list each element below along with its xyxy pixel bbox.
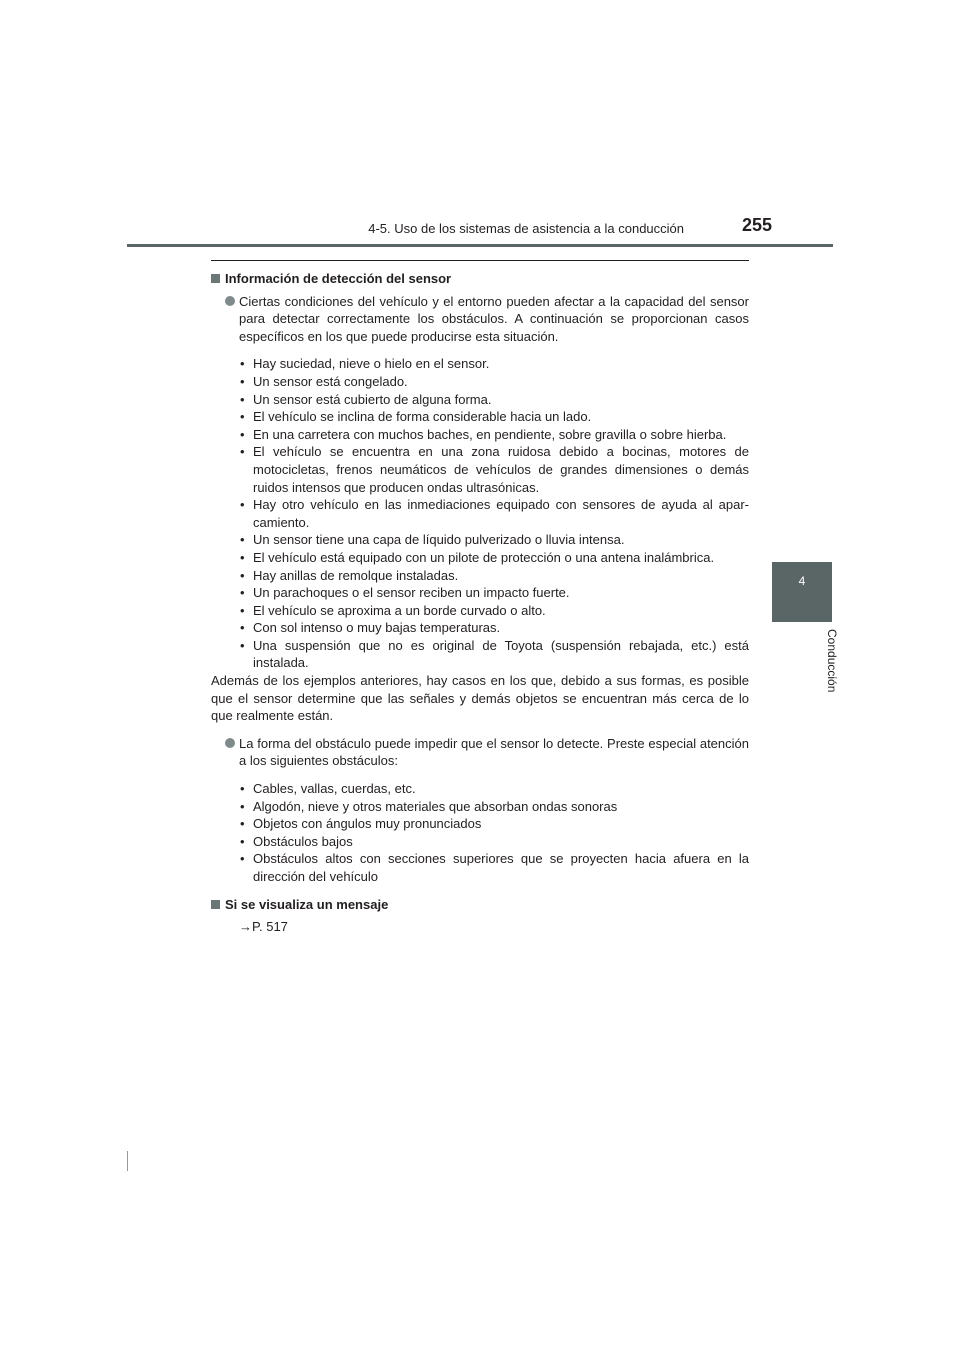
obstacle-item	[211, 833, 749, 851]
list-item-text: Hay anillas de remolque instaladas.	[253, 567, 459, 583]
bullet-dot-icon: •	[240, 637, 245, 653]
square-bullet-icon	[211, 274, 220, 283]
bullet-dot-icon: •	[240, 620, 245, 636]
list-item-text: Un sensor está congelado.	[253, 373, 408, 389]
condition-item	[211, 355, 749, 373]
bullet-dot-icon: •	[240, 532, 245, 548]
list-item-text: Hay otro vehículo en las inmediaciones equipado con sensores de ayuda al aparcamiento.	[253, 497, 749, 530]
list-item-text: Algodón, nieve y otros materiales que absorban ondas sonoras	[253, 798, 618, 814]
paragraph-conditions-intro	[211, 293, 749, 346]
page-reference	[211, 918, 749, 936]
bullet-dot-icon: •	[240, 781, 245, 797]
bullet-dot-icon: •	[240, 391, 245, 407]
bullet-dot-icon: •	[240, 585, 245, 601]
condition-item	[211, 443, 749, 496]
condition-item	[211, 637, 749, 672]
paragraph-text: La forma del obstáculo puede impedir que el sensor lo detecte. Preste especial atención a los siguientes obstáculos:	[239, 735, 749, 769]
bullet-dot-icon: •	[240, 497, 245, 513]
condition-item	[211, 567, 749, 585]
obstacles-list	[211, 780, 749, 886]
condition-item	[211, 496, 749, 531]
list-item-text: Un sensor tiene una capa de líquido pulverizado o lluvia intensa.	[253, 532, 625, 548]
page-number: 255	[742, 215, 773, 235]
header-section-title: 4-5. Uso de los sistemas de asistencia a la conducción	[368, 221, 684, 236]
obstacle-item	[211, 815, 749, 833]
arrow-icon: →	[239, 919, 252, 935]
content	[211, 270, 749, 936]
section-heading-sensor-info	[211, 270, 749, 288]
circle-bullet-icon	[225, 738, 235, 748]
obstacle-item	[211, 850, 749, 885]
chapter-tab	[772, 562, 832, 622]
bullet-dot-icon: •	[240, 798, 245, 814]
chapter-label: Conducción	[825, 629, 839, 693]
condition-item	[211, 531, 749, 549]
chapter-number: 4	[798, 574, 806, 588]
bullet-dot-icon: •	[240, 356, 245, 372]
heading-text: Información de detección del sensor	[225, 271, 452, 286]
bullet-dot-icon: •	[240, 373, 245, 389]
list-item-text: El vehículo se aproxima a un borde curvado o alto.	[253, 602, 546, 618]
list-item-text: Obstáculos bajos	[253, 833, 353, 849]
condition-item	[211, 426, 749, 444]
list-item-text: En una carretera con muchos baches, en pendiente, sobre gravilla o sobre hierba.	[253, 426, 727, 442]
section-heading-message	[211, 896, 749, 914]
bullet-dot-icon: •	[240, 851, 245, 867]
list-item-text: El vehículo se encuentra en una zona ruidosa debido a bocinas, motores de motocicletas, frenos neumáticos de vehículos de grandes dimensiones o demás ruidos intensos que producen ondas ultrasónicas.	[253, 444, 749, 495]
condition-item	[211, 391, 749, 409]
bullet-dot-icon: •	[240, 549, 245, 565]
condition-item	[211, 619, 749, 637]
bullet-dot-icon: •	[240, 567, 245, 583]
condition-item	[211, 408, 749, 426]
bullet-dot-icon: •	[240, 602, 245, 618]
list-item-text: El vehículo está equipado con un pilote de protección o una antena inalámbrica.	[253, 549, 715, 565]
list-item-text: Un sensor está cubierto de alguna forma.	[253, 391, 492, 407]
list-item-text: Hay suciedad, nieve o hielo en el sensor.	[253, 356, 490, 372]
list-item-text: Cables, vallas, cuerdas, etc.	[253, 781, 416, 797]
list-item-text: Una suspensión que no es original de Toyota (suspensión rebajada, etc.) está instalada.	[253, 637, 749, 671]
list-item-text: Obstáculos altos con secciones superiores que se proyecten hacia afuera en la dirección del vehículo	[253, 851, 749, 884]
square-bullet-icon	[211, 900, 220, 909]
paragraph-obstacles-intro	[211, 735, 749, 770]
condition-item	[211, 549, 749, 567]
bullet-dot-icon: •	[240, 816, 245, 832]
list-item-text: Un parachoques o el sensor reciben un impacto fuerte.	[253, 585, 570, 601]
circle-bullet-icon	[225, 296, 235, 306]
condition-item	[211, 373, 749, 391]
list-item-text: Con sol intenso o muy bajas temperaturas.	[253, 620, 501, 636]
bullet-dot-icon: •	[240, 444, 245, 460]
header-rule	[127, 244, 833, 247]
reference-link[interactable]: P. 517	[252, 919, 288, 935]
obstacle-item	[211, 798, 749, 816]
condition-item	[211, 602, 749, 620]
bullet-dot-icon: •	[240, 409, 245, 425]
paragraph-additional: Además de los ejemplos anteriores, hay casos en los que, debido a sus formas, es posible que el sensor determine que las señales y demás objetos se encuentran más cerca de lo que realmente están.	[211, 673, 749, 724]
paragraph-text: Ciertas condiciones del vehículo y el entorno pueden afectar a la capacidad del sensor para detectar correctamente los obstáculos. A continuación se proporcionan casos específicos en los que puede producirse esta situación.	[239, 293, 749, 344]
bullet-dot-icon: •	[240, 833, 245, 849]
crop-mark	[127, 1151, 128, 1171]
heading-text: Si se visualiza un mensaje	[225, 896, 389, 912]
conditions-list	[211, 355, 749, 672]
content-rule	[211, 260, 749, 261]
list-item-text: Objetos con ángulos muy pronunciados	[253, 816, 482, 832]
bullet-dot-icon: •	[240, 426, 245, 442]
obstacle-item	[211, 780, 749, 798]
condition-item	[211, 584, 749, 602]
list-item-text: El vehículo se inclina de forma considerable hacia un lado.	[253, 409, 592, 425]
